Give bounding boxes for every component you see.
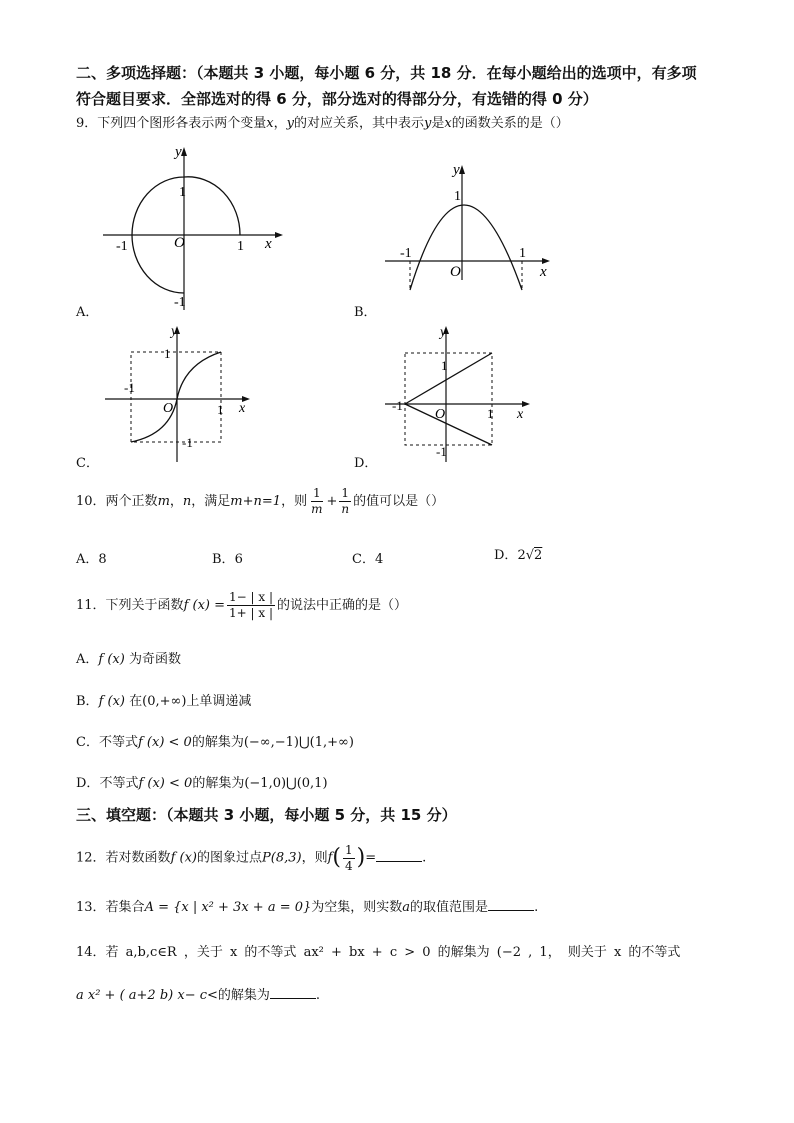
option-a-label: A． <box>76 305 99 320</box>
q11-option-d: D．不等式f (x) < 0的解集为(−1,0)⋃(0,1) <box>76 776 328 791</box>
y-label: y <box>175 144 182 160</box>
origin-label: O <box>435 407 446 422</box>
lower-line <box>405 404 492 445</box>
q10-option-d: D．2√2 <box>494 548 543 563</box>
question-number: 13． <box>76 900 106 915</box>
graph-d <box>380 322 540 464</box>
origin-label: O <box>163 401 174 416</box>
question-number: 10． <box>76 494 106 509</box>
tick-label-1: 1 <box>519 246 526 261</box>
sqrt-sign: √ <box>525 548 535 563</box>
question-14-line-1: 14．若 a,b,c∈R ，关于 x 的不等式 ax² + bx + c > 0 的解集为 (−2 , 1， 则关于 x 的不等式 <box>76 945 681 960</box>
fraction-abs-x: $\frac{1- | x |}{1+ | x |}$ <box>229 590 274 620</box>
section2-title-line2: 符合题目要求．全部选对的得 6 分，部分选对的得部分分，有选错的得 0 分） <box>76 90 598 108</box>
q11-option-c: C．不等式f (x) < 0的解集为(−∞,−1)⋃(1,+∞) <box>76 735 354 750</box>
dashed-rectangle <box>405 353 492 445</box>
tick-label-1: 1 <box>237 239 244 254</box>
y-axis-arrow <box>181 147 187 156</box>
x-label: x <box>517 407 524 422</box>
graph-c <box>100 322 260 464</box>
origin-label: O <box>174 235 185 251</box>
origin-label: O <box>450 264 461 280</box>
fraction-1-over-n: $\frac{1}{n}$ <box>341 486 350 516</box>
question-14-line-2: a x² + ( a+2 b) x− c<的解集为 . <box>76 988 321 1003</box>
q11-option-b: B．f (x) 在(0,+∞)上单调递减 <box>76 694 252 709</box>
tick-label-1: 1 <box>487 406 494 421</box>
answer-blank[interactable] <box>488 898 534 911</box>
question-10: 10．两个正数m，n，满足m+n=1，则 $\frac{1}{m}$ + $\frac{1}{n}$ 的值可以是（） <box>76 486 445 516</box>
x-label: x <box>540 264 547 280</box>
answer-blank[interactable] <box>376 849 422 862</box>
tick-label-yneg1: -1 <box>436 444 447 459</box>
y-axis-arrow <box>459 165 465 174</box>
question-13: 13．若集合A = {x | x² + 3x + a = 0}为空集，则实数a的取值范围是 . <box>76 900 539 915</box>
graph-b <box>380 160 560 300</box>
tick-label-neg1: -1 <box>116 239 128 254</box>
option-d-label: D． <box>354 456 378 471</box>
graph-a <box>95 140 295 318</box>
fraction-1-over-m: $\frac{1}{m}$ <box>311 486 323 516</box>
tick-label-y1: 1 <box>164 346 171 361</box>
y-label: y <box>171 324 178 339</box>
s-curve <box>131 352 221 442</box>
question-9: 9．下列四个图形各表示两个变量x，y的对应关系，其中表示y是x的函数关系的是（） <box>76 116 569 131</box>
q10-option-b: B．6 <box>212 552 243 567</box>
dashed-square <box>131 352 221 442</box>
tick-label-y1: 1 <box>179 185 186 200</box>
answer-blank[interactable] <box>270 986 316 999</box>
tick-label-yneg1: -1 <box>174 295 186 310</box>
q11-option-a: A．f (x) 为奇函数 <box>76 652 181 667</box>
tick-label-1: 1 <box>217 402 224 417</box>
tick-label-neg1: -1 <box>124 380 135 395</box>
tick-label-neg1: -1 <box>400 246 412 261</box>
y-label: y <box>453 162 460 178</box>
question-number: 12． <box>76 850 106 866</box>
q10-option-a: A．8 <box>76 552 107 567</box>
q10-option-c: C．4 <box>352 552 384 567</box>
option-c-label: C． <box>76 456 99 471</box>
x-axis-arrow <box>275 232 283 238</box>
question-number: 11． <box>76 598 106 613</box>
upper-line <box>405 353 492 404</box>
x-label: x <box>265 236 272 252</box>
question-11: 11．下列关于函数f (x) = $\frac{1- | x |}{1+ | x |}$ 的说法中正确的是（） <box>76 590 408 620</box>
tick-label-yneg1: -1 <box>182 435 193 450</box>
parabola-curve <box>410 205 522 290</box>
section3-title: 三、填空题：（本题共 3 小题，每小题 5 分，共 15 分） <box>76 806 457 824</box>
section2-title-line1: 二、多项选择题：（本题共 3 小题，每小题 6 分，共 18 分．在每小题给出的选项中，有多项 <box>76 64 697 82</box>
tick-label-y1: 1 <box>441 358 448 373</box>
x-label: x <box>239 401 246 416</box>
question-12: 12．若对数函数f (x)的图象过点P(8,3)，则f( $\frac{1}{4}$ )= . <box>76 842 427 873</box>
question-number: 9． <box>76 116 98 131</box>
tick-label-y1: 1 <box>454 189 461 204</box>
option-b-label: B． <box>354 305 377 320</box>
question-number: 14． <box>76 945 106 960</box>
fraction-1-over-4: $\frac{1}{4}$ <box>345 842 353 873</box>
y-label: y <box>440 325 447 340</box>
tick-label-neg1: -1 <box>392 398 403 413</box>
